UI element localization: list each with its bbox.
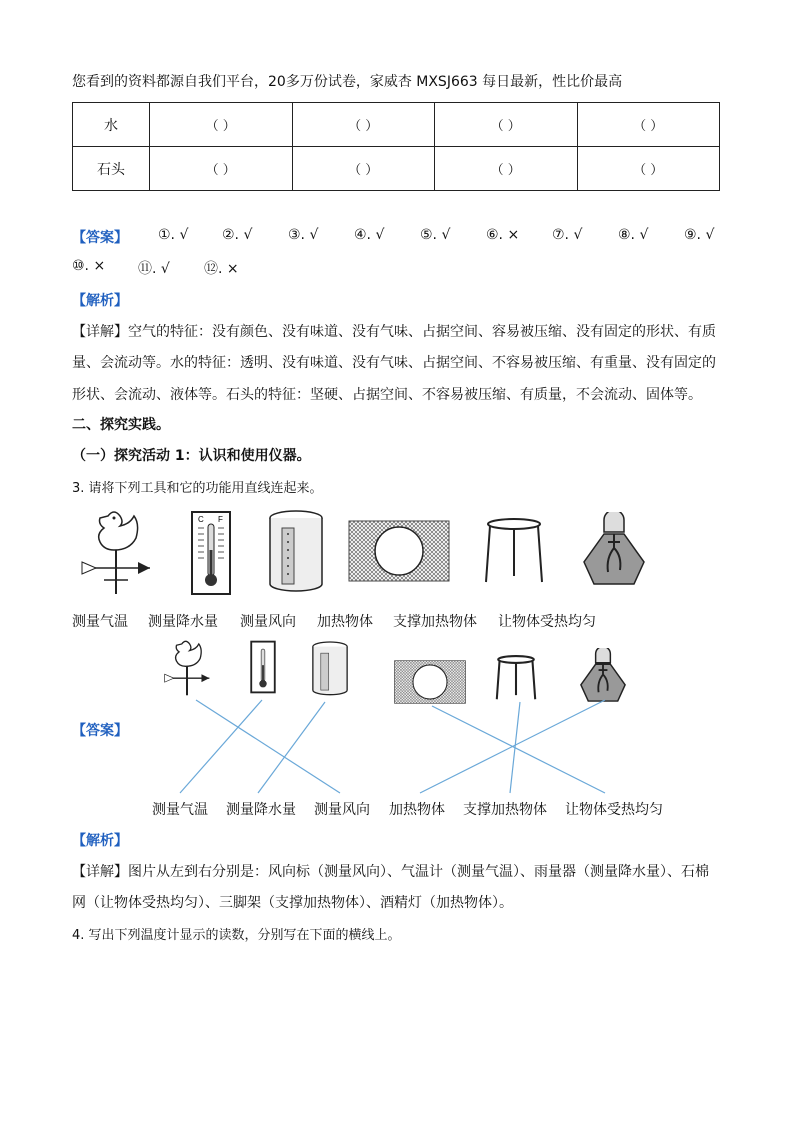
header-notice: 您看到的资料都源自我们平台，20多万份试卷，家威杏 MXSJ663 每日最新，性比价最高 xyxy=(72,74,623,90)
table-cell: （ ） xyxy=(435,103,578,147)
answer-item: ⑤. √ xyxy=(420,227,451,243)
analysis-text: 空气的特征：没有颜色、没有味道、没有气味、占据空间、容易被压缩、没有固定的形状、有质 xyxy=(128,324,716,340)
row-label: 石头 xyxy=(73,147,150,191)
function-label: 让物体受热均匀 xyxy=(565,802,663,818)
analysis-tag: 【解析】 xyxy=(72,833,128,849)
analysis-text: 网（让物体受热均匀）、三脚架（支撑加热物体）、酒精灯（加热物体）。 xyxy=(72,895,513,911)
function-label: 测量气温 xyxy=(152,802,208,818)
answer-item: ⑫. × xyxy=(204,261,239,277)
row-label: 水 xyxy=(73,103,150,147)
question-text: 4. 写出下列温度计显示的读数，分别写在下面的横线上。 xyxy=(72,928,401,943)
table-cell: （ ） xyxy=(292,103,435,147)
function-label: 测量风向 xyxy=(240,614,296,630)
table-cell: （ ） xyxy=(150,103,293,147)
function-label: 加热物体 xyxy=(317,614,373,630)
analysis-text: 量、会流动等。水的特征：透明、没有味道、没有气味、占据空间、不容易被压缩、有重量、没有固定的 xyxy=(72,355,716,371)
answer-item: ⑪. √ xyxy=(138,261,170,277)
analysis-text: 图片从左到右分别是：风向标（测量风向）、气温计（测量气温）、雨量器（测量降水量）、石棉 xyxy=(128,864,709,880)
analysis-tag: 【解析】 xyxy=(72,293,128,309)
function-label: 支撑加热物体 xyxy=(463,802,547,818)
answer-item: ⑥. × xyxy=(486,227,520,243)
function-label: 测量降水量 xyxy=(148,614,218,630)
question-text: 3. 请将下列工具和它的功能用直线连起来。 xyxy=(72,481,323,496)
answer-tag: 【答案】 xyxy=(72,230,128,246)
answer-item: ⑦. √ xyxy=(552,227,583,243)
function-label: 测量气温 xyxy=(72,614,128,630)
table-cell: （ ） xyxy=(435,147,578,191)
answer-item: ⑩. × xyxy=(72,258,106,274)
svg-text:C: C xyxy=(198,515,204,524)
table-cell: （ ） xyxy=(150,147,293,191)
table-cell: （ ） xyxy=(577,147,720,191)
answer-item: ⑧. √ xyxy=(618,227,649,243)
function-label: 让物体受热均匀 xyxy=(498,614,596,630)
detail-tag: 【详解】 xyxy=(72,324,128,340)
answer-tag: 【答案】 xyxy=(72,723,128,739)
answer-item: ②. √ xyxy=(222,227,253,243)
answer-item: ⑨. √ xyxy=(684,227,715,243)
answer-item: ①. √ xyxy=(158,227,189,243)
answer-item: ③. √ xyxy=(288,227,319,243)
function-label: 支撑加热物体 xyxy=(393,614,477,630)
section-title: 二、探究实践。 xyxy=(72,417,170,433)
table-cell: （ ） xyxy=(577,103,720,147)
function-label: 加热物体 xyxy=(389,802,445,818)
activity-title: （一）探究活动 1：认识和使用仪器。 xyxy=(72,448,311,464)
table-cell: （ ） xyxy=(292,147,435,191)
analysis-line xyxy=(72,861,709,881)
detail-tag: 【详解】 xyxy=(72,864,128,880)
function-label: 测量降水量 xyxy=(226,802,296,818)
answer-item: ④. √ xyxy=(354,227,385,243)
svg-text:F: F xyxy=(218,515,223,524)
function-label: 测量风向 xyxy=(314,802,370,818)
analysis-text: 形状、会流动、液体等。石头的特征：坚硬、占据空间、不容易被压缩、有质量，不会流动、固体等。 xyxy=(72,387,702,403)
